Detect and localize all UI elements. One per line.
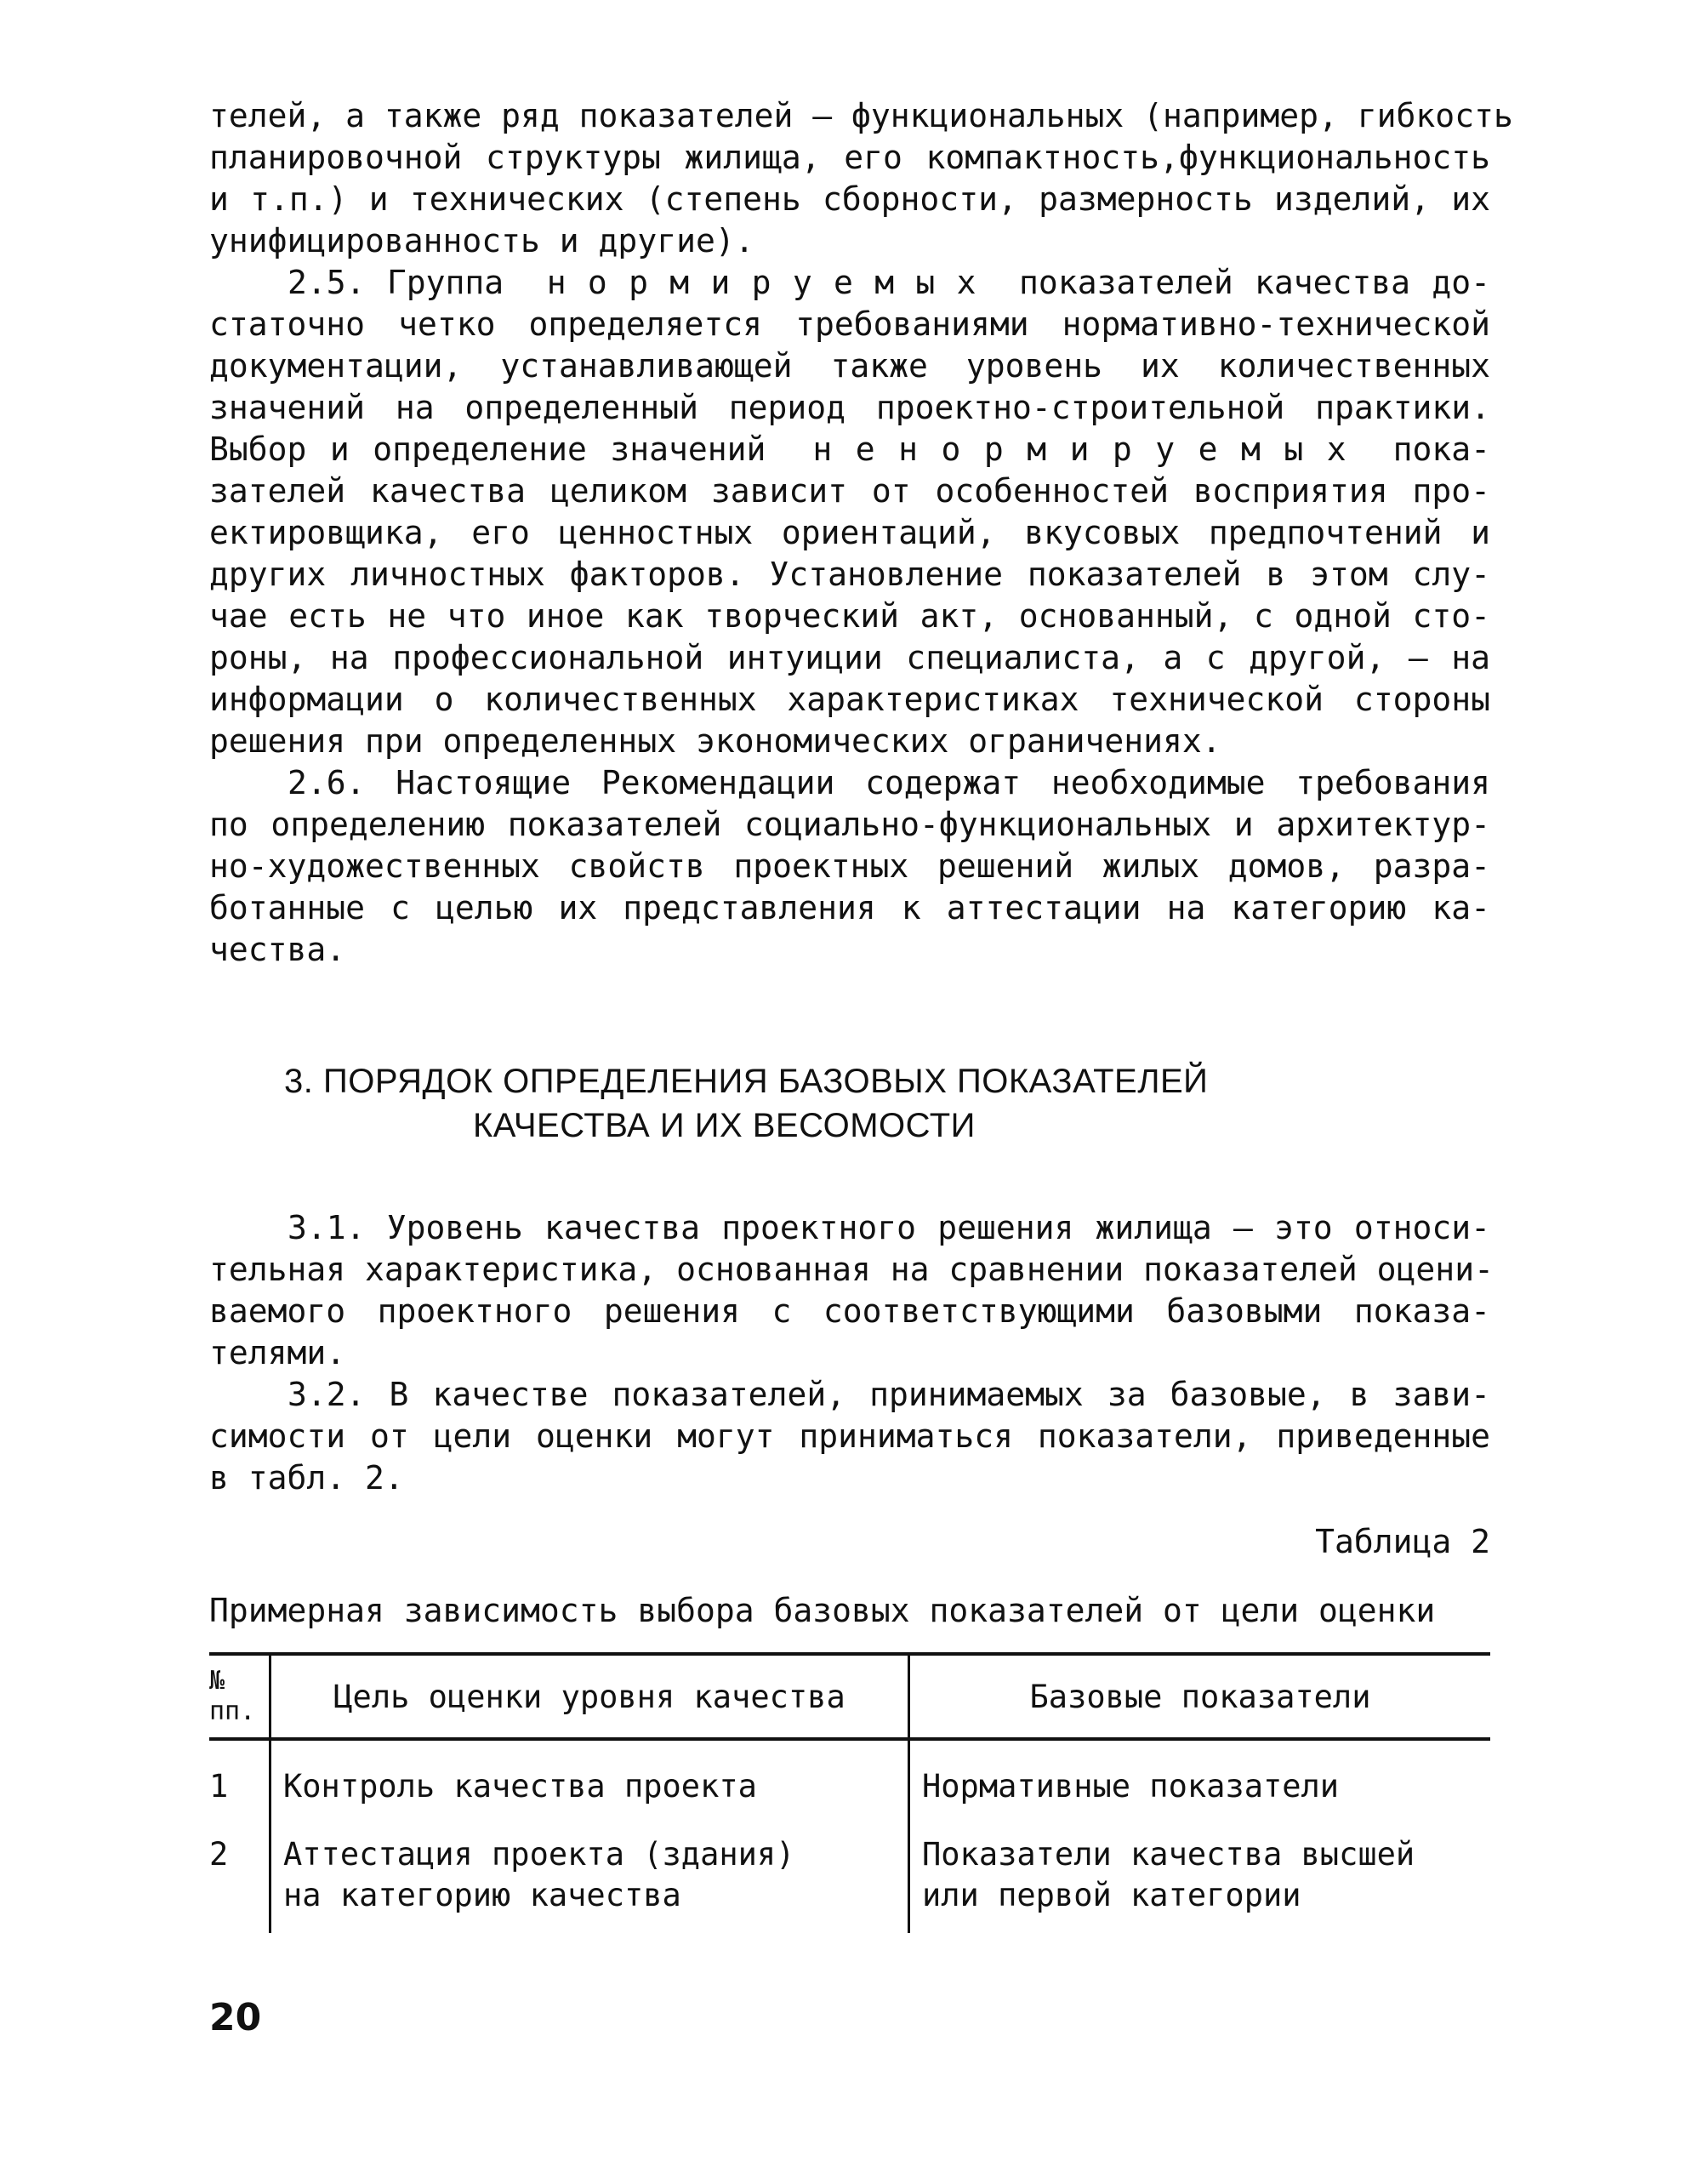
text-line: ваемого проектного решения с соответствующими базовыми показа- xyxy=(209,1292,1490,1330)
text-line: 2.5. Группа н о р м и р у е м ы х показателей качества до- xyxy=(288,264,1490,301)
text-line: чества. xyxy=(209,931,346,968)
table-header-row xyxy=(209,1654,1490,1739)
text-line: значений на определенный период проектно-строительной практики. xyxy=(209,389,1490,426)
text-line: и т.п.) и технических (степень сборности, размерность изделий, их xyxy=(209,180,1490,218)
text-line: 3.2. В качестве показателей, принимаемых за базовые, в зави- xyxy=(288,1376,1490,1413)
row-goal xyxy=(270,1739,909,1816)
header-number xyxy=(209,1654,270,1739)
text-line: информации о количественных характеристиках технической стороны xyxy=(209,681,1490,718)
text-line: по определению показателей социально-функциональных и архитектур- xyxy=(209,806,1490,843)
text-line: других личностных факторов. Установление показателей в этом слу- xyxy=(209,556,1490,593)
text-line: документации, устанавливающей также уровень их количественных xyxy=(209,347,1490,385)
text-line: унифицированность и другие). xyxy=(209,222,754,259)
text-line: решения при определенных экономических ограничениях. xyxy=(209,722,1221,760)
header-goal: Цель оценки уровня качества xyxy=(270,1654,909,1739)
row-base-line: или первой категории xyxy=(922,1877,1301,1913)
text-line: роны, на профессиональной интуиции специалиста, а с другой, – на xyxy=(209,639,1490,676)
table-caption: Примерная зависимость выбора базовых показателей от цели оценки xyxy=(209,1592,1436,1629)
page-number: 20 xyxy=(209,1996,262,2039)
row-base-line: Нормативные показатели xyxy=(922,1768,1340,1805)
table-2 xyxy=(209,1652,1490,1933)
text-line: ектировщика, его ценностных ориентаций, вкусовых предпочтений и xyxy=(209,514,1490,551)
row-goal-line: Аттестация проекта (здания) xyxy=(283,1836,795,1873)
text-line: планировочной структуры жилища, его компактность,функциональность xyxy=(209,139,1490,176)
row-base-line: Показатели качества высшей xyxy=(922,1836,1415,1873)
text-line: 3.1. Уровень качества проектного решения жилища – это относи- xyxy=(288,1209,1490,1246)
text-line: телей, а также ряд показателей – функциональных (например, гибкость xyxy=(209,97,1513,134)
table-row xyxy=(209,1739,1490,1816)
section-heading-line1: 3. ПОРЯДОК ОПРЕДЕЛЕНИЯ БАЗОВЫХ ПОКАЗАТЕЛЕЙ xyxy=(284,1063,1209,1100)
row-number: 2 xyxy=(209,1836,229,1873)
text-line: статочно четко определяется требованиями нормативно-технической xyxy=(209,305,1490,343)
row-base xyxy=(909,1739,1491,1816)
text-line: телями. xyxy=(209,1334,346,1371)
row-goal xyxy=(270,1816,909,1933)
section-heading-line2: КАЧЕСТВА И ИХ ВЕСОМОСТИ xyxy=(473,1107,976,1144)
row-number: 1 xyxy=(209,1768,229,1805)
header-number-line2: пп. xyxy=(209,1696,256,1726)
text-line: зателей качества целиком зависит от особенностей восприятия про- xyxy=(209,472,1490,510)
header-number-line1: № xyxy=(209,1666,225,1696)
paragraph-continuation xyxy=(209,95,1513,262)
paragraph-2-6 xyxy=(209,762,1490,971)
text-line: чае есть не что иное как творческий акт, основанный, с одной сто- xyxy=(209,597,1490,635)
paragraph-3-1 xyxy=(209,1207,1494,1374)
text-line: в табл. 2. xyxy=(209,1459,404,1497)
row-base xyxy=(909,1816,1491,1933)
paragraph-2-5 xyxy=(209,262,1490,762)
text-line: Выбор и определение значений н е н о р м и р у е м ы х пока- xyxy=(209,430,1490,468)
page-content xyxy=(209,95,1513,1933)
row-goal-line: на категорию качества xyxy=(283,1877,681,1913)
table-row xyxy=(209,1816,1490,1933)
text-line: ботанные с целью их представления к аттестации на категорию ка- xyxy=(209,889,1490,927)
table-label: Таблица 2 xyxy=(1315,1523,1490,1560)
text-line: 2.6. Настоящие Рекомендации содержат необходимые требования xyxy=(288,764,1490,801)
section-heading xyxy=(209,1059,1490,1148)
header-base: Базовые показатели xyxy=(909,1654,1491,1739)
text-line: но-художественных свойств проектных решений жилых домов, разра- xyxy=(209,847,1490,885)
row-goal-line: Контроль качества проекта xyxy=(283,1768,757,1805)
paragraph-3-2 xyxy=(209,1374,1490,1499)
text-line: симости от цели оценки могут приниматься показатели, приведенные xyxy=(209,1417,1490,1455)
text-line: тельная характеристика, основанная на сравнении показателей оцени- xyxy=(209,1251,1494,1288)
